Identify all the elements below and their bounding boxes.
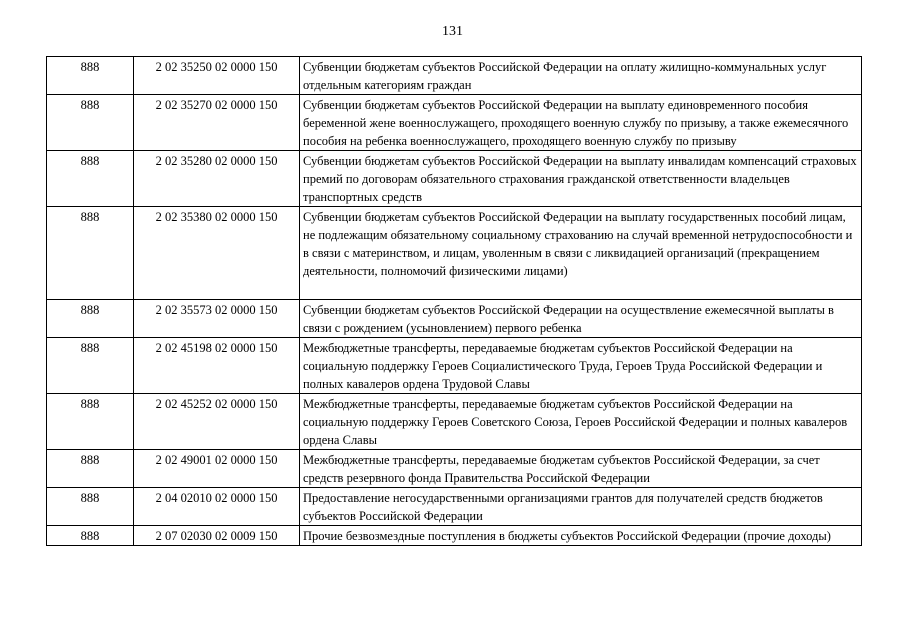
income-code-cell: 2 02 49001 02 0000 150 [134, 450, 300, 488]
table-row [47, 95, 862, 151]
table-row [47, 526, 862, 546]
income-code-cell: 2 02 35280 02 0000 150 [134, 151, 300, 207]
income-code-cell: 2 02 35250 02 0000 150 [134, 57, 300, 95]
admin-code-cell: 888 [47, 526, 134, 546]
table-row [47, 394, 862, 450]
admin-code-cell: 888 [47, 450, 134, 488]
income-name-cell: Предоставление негосударственными организациями грантов для получателей средств бюджетов субъектов Российской Федерации [300, 488, 862, 526]
admin-code-cell: 888 [47, 207, 134, 300]
income-name-cell: Субвенции бюджетам субъектов Российской Федерации на выплату инвалидам компенсаций страховых премий по договорам обязательного страхования гражданской ответственности владельцев транспортных средств [300, 151, 862, 207]
page-number: 131 [442, 24, 463, 39]
admin-code-cell: 888 [47, 338, 134, 394]
table-row [47, 300, 862, 338]
income-name-cell: Субвенции бюджетам субъектов Российской Федерации на выплату единовременного пособия беременной жене военнослужащего, проходящего военную службу по призыву, а также ежемесячного пособия на ребенка военнослужащего, проходящего военную службу по призыву [300, 95, 862, 151]
income-name-cell: Межбюджетные трансферты, передаваемые бюджетам субъектов Российской Федерации на социальную поддержку Героев Социалистического Труда, Героев Труда Российской Федерации и полных кавалеров ордена Трудовой Славы [300, 338, 862, 394]
budget-classification-table [46, 56, 862, 546]
table-row [47, 151, 862, 207]
table-row [47, 57, 862, 95]
income-code-cell: 2 02 45198 02 0000 150 [134, 338, 300, 394]
income-code-cell: 2 02 35573 02 0000 150 [134, 300, 300, 338]
admin-code-cell: 888 [47, 151, 134, 207]
admin-code-cell: 888 [47, 300, 134, 338]
income-name-cell: Прочие безвозмездные поступления в бюджеты субъектов Российской Федерации (прочие доходы) [300, 526, 862, 546]
income-code-cell: 2 02 35270 02 0000 150 [134, 95, 300, 151]
admin-code-cell: 888 [47, 95, 134, 151]
income-name-cell: Субвенции бюджетам субъектов Российской Федерации на оплату жилищно-коммунальных услуг отдельным категориям граждан [300, 57, 862, 95]
admin-code-cell: 888 [47, 394, 134, 450]
table-row [47, 488, 862, 526]
table-row [47, 450, 862, 488]
income-name-cell: Субвенции бюджетам субъектов Российской Федерации на выплату государственных пособий лицам, не подлежащим обязательному социальному страхованию на случай временной нетрудоспособности и в связи с материнством, и лицам, уволенным в связи с ликвидацией организаций (прекращением деятельности, полномочий физическими лицами) [300, 207, 862, 300]
income-name-cell: Межбюджетные трансферты, передаваемые бюджетам субъектов Российской Федерации, за счет средств резервного фонда Правительства Российской Федерации [300, 450, 862, 488]
admin-code-cell: 888 [47, 488, 134, 526]
income-code-cell: 2 07 02030 02 0009 150 [134, 526, 300, 546]
income-code-cell: 2 02 35380 02 0000 150 [134, 207, 300, 300]
income-name-cell: Межбюджетные трансферты, передаваемые бюджетам субъектов Российской Федерации на социальную поддержку Героев Советского Союза, Героев Российской Федерации и полных кавалеров ордена Славы [300, 394, 862, 450]
income-name-cell: Субвенции бюджетам субъектов Российской Федерации на осуществление ежемесячной выплаты в связи с рождением (усыновлением) первого ребенка [300, 300, 862, 338]
table-row [47, 207, 862, 300]
income-code-cell: 2 02 45252 02 0000 150 [134, 394, 300, 450]
income-code-cell: 2 04 02010 02 0000 150 [134, 488, 300, 526]
admin-code-cell: 888 [47, 57, 134, 95]
table-row [47, 338, 862, 394]
